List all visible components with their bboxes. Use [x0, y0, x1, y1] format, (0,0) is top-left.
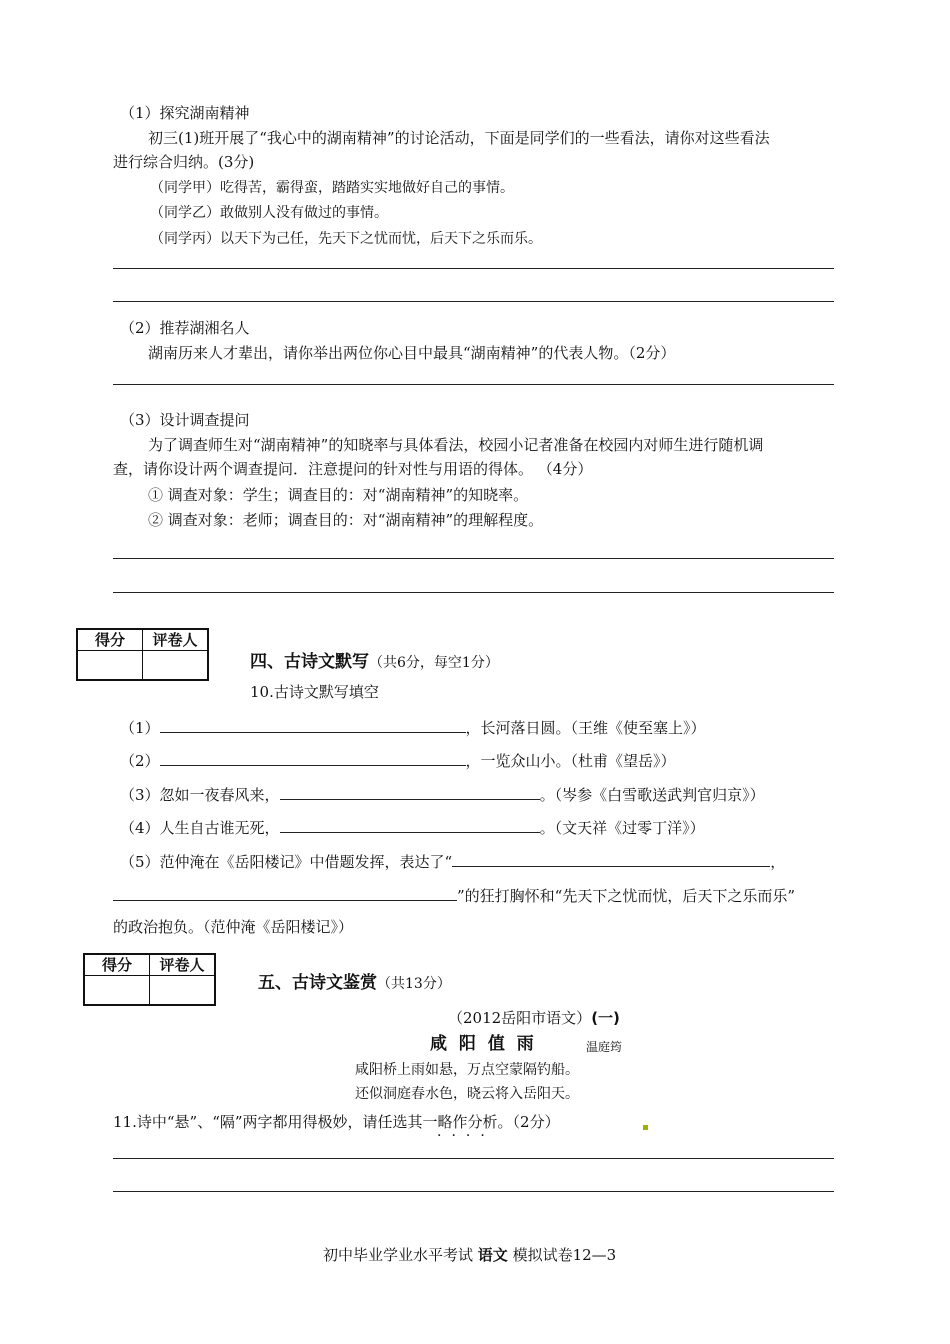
poem-line-2: 还似洞庭春水色，晓云将入岳阳天。	[355, 1086, 579, 1102]
answer-line	[113, 384, 834, 385]
fill-before: 忽如一夜春风来，	[159, 786, 280, 804]
fill-blank[interactable]	[113, 884, 457, 901]
grader-header: 评卷人	[143, 629, 209, 651]
fill-num: （2）	[120, 752, 160, 770]
p3-intro-line2: 查，请你设计两个调查提问．注意提问的针对性与用语的得体。 （4分）	[113, 460, 593, 478]
fill-line-5	[120, 850, 785, 872]
answer-line	[113, 592, 834, 593]
answer-line	[113, 1158, 834, 1159]
poem-source-text: （2012岳阳市语文）	[448, 1009, 592, 1027]
section-4-points: （共6分，每空1分）	[369, 655, 499, 671]
fill-line-1	[120, 716, 706, 738]
section-5-points: （共13分）	[377, 976, 451, 992]
q10-label: 10.古诗文默写填空	[250, 683, 379, 701]
score-box-section-5	[83, 953, 216, 1006]
footer-page: 模拟试卷12—3	[512, 1246, 617, 1264]
p2-text: 湖南历来人才辈出，请你举出两位你心目中最具“湖南精神”的代表人物。（2分）	[148, 344, 676, 362]
p2-heading: （2）推荐湖湘名人	[120, 319, 250, 337]
p1-opinion-c: （同学丙）以天下为己任，先天下之忧而忧，后天下之乐而乐。	[150, 231, 542, 247]
section-5-title-text: 五、古诗文鉴赏	[258, 973, 377, 993]
fill-after: ，	[770, 853, 786, 871]
fill-line-5c: 的政治抱负。（范仲淹《岳阳楼记》）	[113, 918, 354, 936]
score-box-section-4	[76, 628, 209, 681]
poem-line-1: 咸阳桥上雨如悬，万点空蒙隔钓船。	[355, 1062, 579, 1078]
answer-line	[113, 1191, 834, 1192]
marker-dot	[643, 1125, 648, 1130]
fill-before: 人生自古谁无死，	[159, 819, 280, 837]
fill-after: 。（岑参《白雪歌送武判官归京》）	[539, 786, 765, 804]
fill-line-2	[120, 749, 676, 771]
p1-opinion-b: （同学乙）敢做别人没有做过的事情。	[150, 205, 388, 221]
answer-line	[113, 301, 834, 302]
fill-num: （1）	[120, 719, 160, 737]
score-cell[interactable]	[77, 651, 143, 681]
fill-after: ”的狂打胸怀和“先天下之忧而忧，后天下之乐而乐”	[457, 887, 796, 905]
fill-blank[interactable]	[452, 850, 770, 867]
grader-cell[interactable]	[143, 651, 209, 681]
emphasis-dots: ····	[437, 1128, 495, 1144]
p1-heading: （1）探究湖南精神	[120, 104, 250, 122]
page-footer	[323, 1245, 616, 1265]
p3-intro-line1: 为了调查师生对“湖南精神”的知晓率与具体看法，校园小记者准备在校园内对师生进行随机调	[148, 436, 764, 454]
fill-line-5b	[113, 884, 795, 906]
section-4-title	[250, 647, 499, 672]
p1-intro-line2: 进行综合归纳。(3分)	[113, 153, 255, 171]
fill-line-4	[120, 816, 705, 838]
p1-intro-line1: 初三(1)班开展了“我心中的湖南精神”的讨论活动，下面是同学们的一些看法，请你对这些看法	[148, 129, 770, 147]
fill-line-3	[120, 783, 765, 805]
p3-heading: （3）设计调查提问	[120, 411, 250, 429]
answer-line	[113, 558, 834, 559]
p3-item-1: ① 调查对象：学生；调查目的：对“湖南精神”的知晓率。	[148, 486, 529, 504]
grader-cell[interactable]	[150, 976, 216, 1006]
score-header: 得分	[84, 954, 150, 976]
poem-title: 咸 阳 值 雨	[430, 1034, 537, 1054]
fill-blank[interactable]	[160, 716, 466, 733]
fill-after: ，长河落日圆。（王维《使至塞上》）	[465, 719, 706, 737]
footer-text: 初中毕业学业水平考试	[323, 1246, 474, 1264]
fill-num: （4）	[120, 819, 160, 837]
fill-blank[interactable]	[280, 816, 540, 833]
grader-header: 评卷人	[150, 954, 216, 976]
fill-after: ，一览众山小。（杜甫《望岳》）	[465, 752, 676, 770]
p3-item-2: ② 调查对象：老师；调查目的：对“湖南精神”的理解程度。	[148, 511, 544, 529]
score-header: 得分	[77, 629, 143, 651]
fill-num: （3）	[120, 786, 160, 804]
poem-author: 温庭筠	[586, 1040, 623, 1054]
fill-after: 。（文天祥《过零丁洋》）	[539, 819, 705, 837]
answer-line	[113, 268, 834, 269]
footer-subject: 语文	[477, 1246, 508, 1264]
score-cell[interactable]	[84, 976, 150, 1006]
section-4-title-text: 四、古诗文默写	[250, 652, 369, 672]
fill-blank[interactable]	[280, 783, 540, 800]
fill-blank[interactable]	[160, 749, 466, 766]
p1-opinion-a: （同学甲）吃得苦，霸得蛮，踏踏实实地做好自己的事情。	[150, 180, 514, 196]
fill-before: （5）范仲淹在《岳阳楼记》中借题发挥，表达了“	[120, 853, 453, 871]
section-5-title	[258, 968, 451, 993]
poem-source	[448, 1008, 620, 1028]
q11-text: 11.诗中“悬”、“隔”两字都用得极妙，请任选其一略作分析。（2分）	[113, 1113, 560, 1131]
poem-part: (一)	[591, 1009, 620, 1027]
